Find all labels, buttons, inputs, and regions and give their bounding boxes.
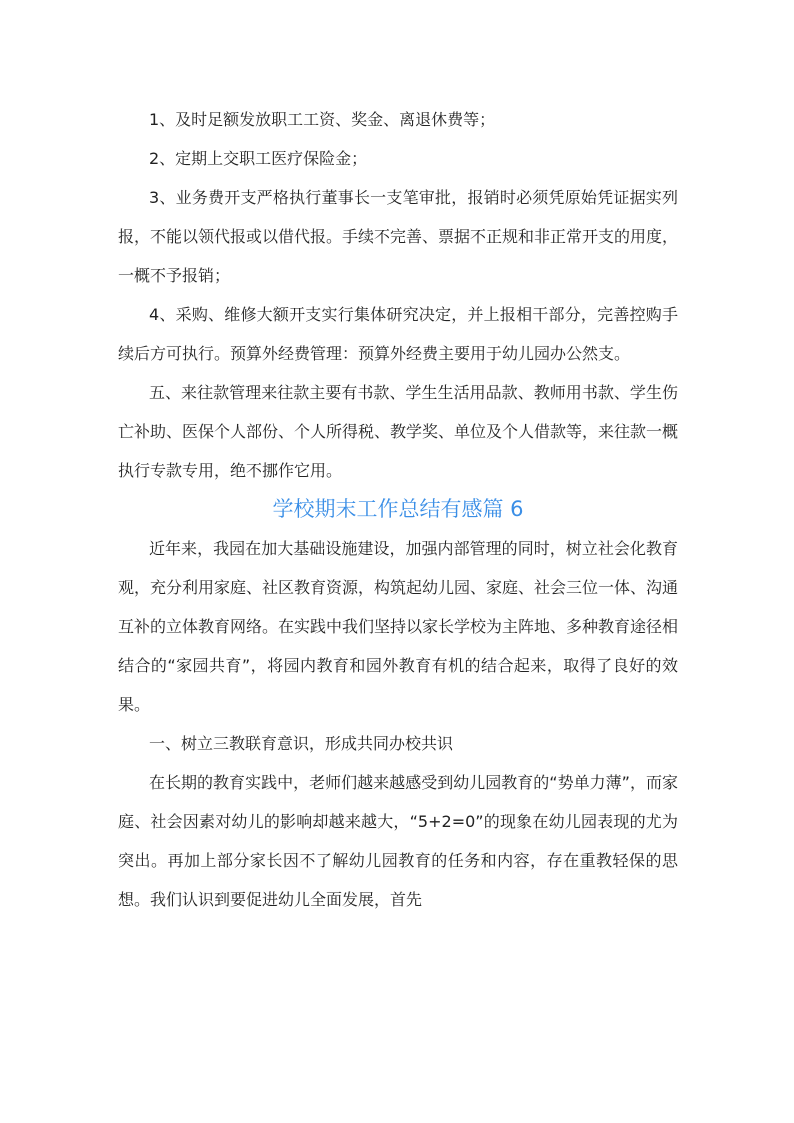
paragraph-item-3: 3、业务费开支严格执行董事长一支笔审批，报销时必须凭原始凭证据实列报，不能以领代报或以借代报。手续不完善、票据不正规和非正常开支的用度，一概不予报销； [118, 188, 679, 285]
paragraph-section-5: 五、来往款管理来往款主要有书款、学生生活用品款、教师用书款、学生伤亡补助、医保个人部份、个人所得税、教学奖、单位及个人借款等，来往款一概执行专款专用，绝不挪作它用。 [118, 383, 679, 480]
paragraph-subheading: 一、树立三教联育意识，形成共同办校共识 [149, 734, 454, 753]
paragraph-item-2: 2、定期上交职工医疗保险金； [149, 149, 368, 168]
paragraph-body: 在长期的教育实践中，老师们越来越感受到幼儿园教育的“势单力薄”，而家庭、社会因素对幼儿的影响却越来越大，“5+2=0”的现象在幼儿园表现的尤为突出。再加上部分家长因不了解幼儿园教育的任务和内容，存在重教轻保的思想。我们认识到要促进幼儿全面发展，首先 [118, 773, 678, 909]
paragraph-intro: 近年来，我园在加大基础设施建设，加强内部管理的同时，树立社会化教育观，充分利用家庭、社区教育资源，构筑起幼儿园、家庭、社会三位一体、沟通互补的立体教育网络。在实践中我们坚持以家长学校为主阵地、多种教育途径相结合的“家园共育”，将园内教育和园外教育有机的结合起来，取得了良好的效果。 [118, 539, 679, 714]
paragraph-item-4: 4、采购、维修大额开支实行集体研究决定，并上报相干部分，完善控购手续后方可执行。预算外经费管理：预算外经费主要用于幼儿园办公然支。 [118, 305, 678, 363]
document-body [118, 100, 678, 919]
paragraph-item-1: 1、及时足额发放职工工资、奖金、离退休费等； [149, 110, 496, 129]
section-heading: 学校期末工作总结有感篇 6 [272, 497, 524, 521]
